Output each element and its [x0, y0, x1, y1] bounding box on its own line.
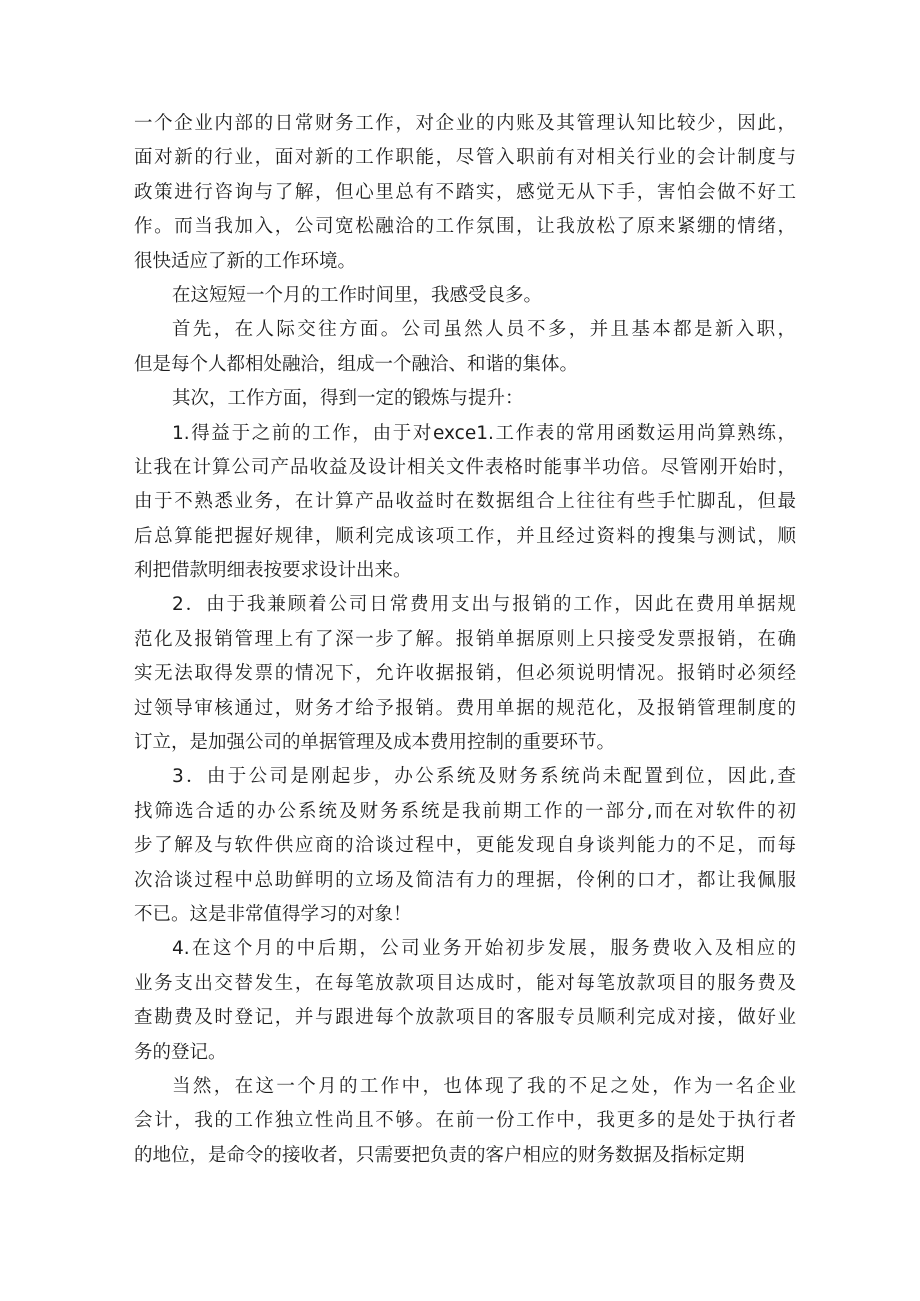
- text-line: 范化及报销管理上有了深一步了解。报销单据原则上只接受发票报销，在确: [134, 628, 796, 650]
- text-line: 查勘费及时登记，并与跟进每个放款项目的客服专员顺利完成对接，做好业: [134, 1007, 796, 1029]
- paragraph-second: [134, 382, 796, 416]
- text-line: 2．由于我兼顾着公司日常费用支出与报销的工作，因此在费用单据规: [172, 594, 796, 616]
- text-line: 后总算能把握好规律，顺利完成该项工作，并且经过资料的搜集与测试，顺: [134, 525, 796, 547]
- text-line: 会计，我的工作独立性尚且不够。在前一份工作中，我更多的是处于执行者: [134, 1110, 796, 1132]
- paragraph-item-3: [134, 760, 796, 932]
- text-line: 的地位，是命令的接收者，只需要把负责的客户相应的财务数据及指标定期: [134, 1144, 745, 1166]
- text-line: 当然，在这一个月的工作中，也体现了我的不足之处，作为一名企业: [172, 1075, 796, 1097]
- paragraph-item-1: [134, 417, 796, 589]
- text-line: 3．由于公司是刚起步，办公系统及财务系统尚未配置到位，因此,查: [172, 766, 796, 788]
- text-line: 次洽谈过程中总助鲜明的立场及简洁有力的理据，伶俐的口才，都让我佩服: [134, 869, 796, 891]
- text-line: 政策进行咨询与了解，但心里总有不踏实，感觉无从下手，害怕会做不好工: [134, 181, 796, 203]
- text-line: 订立，是加强公司的单据管理及成本费用控制的重要环节。: [134, 732, 616, 754]
- text-line: 很快适应了新的工作环境。: [134, 250, 357, 272]
- text-line: 业务支出交替发生，在每笔放款项目达成时，能对每笔放款项目的服务费及: [134, 972, 796, 994]
- text-line: 首先，在人际交往方面。公司虽然人员不多，并且基本都是新入职，: [172, 319, 796, 341]
- text-line: 实无法取得发票的情况下，允许收据报销，但必须说明情况。报销时必须经: [134, 663, 796, 685]
- document-body: [134, 107, 796, 1173]
- text-line: 其次，工作方面，得到一定的锻炼与提升：: [172, 388, 524, 410]
- paragraph-first: [134, 313, 796, 382]
- paragraph-item-2: [134, 588, 796, 760]
- text-line: 过领导审核通过，财务才给予报销。费用单据的规范化，及报销管理制度的: [134, 697, 796, 719]
- text-line: 1.得益于之前的工作，由于对exce1.工作表的常用函数运用尚算熟练，: [172, 422, 796, 444]
- text-line: 利把借款明细表按要求设计出来。: [134, 560, 412, 582]
- text-line: 一个企业内部的日常财务工作，对企业的内账及其管理认知比较少，因此，: [134, 113, 796, 134]
- text-line: 在这短短一个月的工作时间里，我感受良多。: [172, 284, 543, 306]
- text-line: 作。而当我加入，公司宽松融洽的工作氛围，让我放松了原来紧绷的情绪，: [134, 216, 796, 238]
- text-line: 找筛选合适的办公系统及财务系统是我前期工作的一部分,而在对软件的初: [134, 800, 796, 822]
- text-line: 步了解及与软件供应商的洽谈过程中，更能发现自身谈判能力的不足，而每: [134, 835, 796, 857]
- paragraph-intro: [134, 107, 796, 279]
- paragraph-item-4: [134, 932, 796, 1070]
- text-line: 由于不熟悉业务，在计算产品收益时在数据组合上往往有些手忙脚乱，但最: [134, 491, 796, 513]
- paragraph-summary: [134, 279, 796, 313]
- text-line: 但是每个人都相处融洽，组成一个融洽、和谐的集体。: [134, 353, 579, 375]
- text-line: 让我在计算公司产品收益及设计相关文件表格时能事半功倍。尽管刚开始时，: [134, 456, 796, 478]
- paragraph-closing: [134, 1070, 796, 1173]
- text-line: 面对新的行业，面对新的工作职能，尽管入职前有对相关行业的会计制度与: [134, 147, 796, 169]
- text-line: 不已。这是非常值得学习的对象！: [134, 903, 412, 925]
- text-line: 务的登记。: [134, 1041, 227, 1063]
- text-line: 4.在这个月的中后期，公司业务开始初步发展，服务费收入及相应的: [172, 938, 796, 960]
